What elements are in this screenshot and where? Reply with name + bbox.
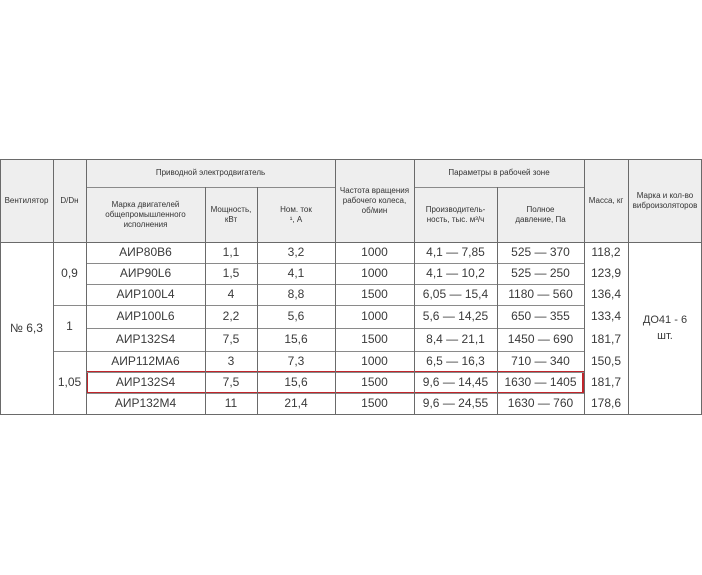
grid-subcol-line — [205, 187, 206, 414]
cell-power: 3 — [227, 354, 235, 368]
grid-header-bottom — [0, 242, 702, 243]
cell-mass: 181,7 — [590, 332, 622, 346]
cell-speed: 1500 — [361, 332, 388, 346]
cell-capacity: 6,5 — 16,3 — [426, 354, 485, 368]
cell-pressure: 710 — 340 — [511, 354, 570, 368]
grid-col-line — [584, 159, 585, 414]
cell-pressure: 1630 — 760 — [507, 396, 574, 410]
group-ratio-0-9: 0,9 — [61, 266, 78, 280]
cell-mass: 178,6 — [590, 396, 622, 410]
cell-power: 4 — [227, 287, 235, 301]
group-ratio-1-05: 1,05 — [57, 375, 82, 389]
cell-mass: 118,2 — [591, 245, 621, 259]
header-pressure: Полное давление, Па — [497, 187, 584, 242]
group-ratio-1: 1 — [66, 319, 73, 333]
grid-bottom — [0, 414, 702, 415]
grid-col-line — [86, 159, 87, 414]
grid-group-line — [53, 351, 86, 352]
cell-speed: 1500 — [361, 396, 388, 410]
grid-col-line — [335, 159, 336, 414]
cell-capacity: 9,6 — 24,55 — [422, 396, 489, 410]
fan-specs-table — [0, 159, 702, 419]
header-current: Ном. ток ¹, А — [257, 187, 335, 242]
cell-speed: 1000 — [361, 309, 388, 323]
cell-pressure: 1450 — 690 — [507, 332, 574, 346]
grid-group-line — [53, 305, 86, 306]
header-work-zone: Параметры в рабочей зоне — [414, 159, 584, 187]
cell-current: 15,6 — [284, 332, 308, 346]
cell-motor: АИР132М4 — [114, 396, 177, 410]
cell-power: 1,1 — [222, 245, 240, 259]
cell-current: 15,6 — [284, 375, 308, 389]
grid-col-line — [0, 159, 1, 414]
cell-capacity: 6,05 — 15,4 — [422, 287, 489, 301]
cell-capacity: 8,4 — 21,1 — [426, 332, 485, 346]
cell-motor: АИР100L4 — [116, 287, 175, 301]
cell-capacity: 4,1 — 7,85 — [426, 245, 485, 259]
header-motor-group: Приводной электродвигатель — [86, 159, 335, 187]
grid-subcol-line — [497, 187, 498, 414]
fan-label: № 6,3 — [10, 320, 43, 335]
header-ratio — [53, 159, 86, 242]
cell-motor: АИР100L6 — [116, 309, 175, 323]
header-power: Мощность, кВт — [205, 187, 257, 242]
cell-pressure: 525 — 250 — [511, 266, 570, 280]
grid-col-line — [53, 159, 54, 414]
cell-motor: АИР132S4 — [115, 375, 176, 389]
cell-mass: 181,7 — [590, 375, 622, 389]
grid-col-line — [414, 159, 415, 414]
cell-current: 4,1 — [287, 266, 305, 280]
cell-speed: 1500 — [361, 287, 388, 301]
cell-speed: 1500 — [361, 375, 388, 389]
header-mass: Масса, кг — [584, 159, 628, 242]
header-motor-brand: Марка двигателей общепромышленного исполнения — [86, 187, 205, 242]
cell-power: 2,2 — [222, 309, 240, 323]
grid-subcol-line — [257, 187, 258, 414]
cell-motor: АИР112МА6 — [111, 354, 180, 368]
grid-col-line — [628, 159, 629, 414]
header-vibro: Марка и кол-во виброизоляторов — [628, 159, 702, 242]
cell-power: 1,5 — [222, 266, 240, 280]
cell-pressure: 1180 — 560 — [508, 287, 573, 301]
cell-power: 7,5 — [222, 332, 240, 346]
grid-top — [0, 159, 702, 160]
cell-mass: 150,5 — [590, 354, 622, 368]
cell-pressure: 650 — 355 — [511, 309, 570, 323]
cell-speed: 1000 — [361, 245, 388, 259]
header-ratio-text: D/Dн — [60, 195, 79, 205]
cell-pressure: 525 — 370 — [511, 245, 570, 259]
cell-power: 11 — [224, 396, 238, 410]
cell-capacity: 9,6 — 14,45 — [422, 375, 489, 389]
header-fan: Вентилятор — [0, 159, 53, 242]
header-capacity: Производитель-ность, тыс. м³/ч — [414, 187, 497, 242]
cell-current: 7,3 — [287, 354, 305, 368]
cell-mass: 136,4 — [590, 287, 622, 301]
cell-mass: 133,4 — [590, 309, 622, 323]
cell-capacity: 4,1 — 10,2 — [426, 266, 485, 280]
cell-motor: АИР132S4 — [115, 332, 176, 346]
grid-motor-sub — [86, 187, 335, 188]
cell-speed: 1000 — [361, 354, 388, 368]
cell-motor: АИР90L6 — [119, 266, 172, 280]
cell-capacity: 5,6 — 14,25 — [422, 309, 489, 323]
cell-speed: 1000 — [361, 266, 388, 280]
cell-mass: 123,9 — [590, 266, 622, 280]
cell-current: 5,6 — [287, 309, 305, 323]
cell-pressure: 1630 — 1405 — [504, 375, 577, 389]
cell-current: 8,8 — [287, 287, 305, 301]
cell-motor: АИР80В6 — [119, 245, 172, 259]
cell-current: 21,4 — [284, 396, 308, 410]
header-speed: Частота вращения рабочего колеса, об/мин — [335, 159, 414, 242]
vibro-value: ДО41 - 6 шт. — [642, 313, 688, 342]
grid-zone-sub — [414, 187, 584, 188]
cell-current: 3,2 — [287, 245, 305, 259]
cell-power: 7,5 — [222, 375, 240, 389]
